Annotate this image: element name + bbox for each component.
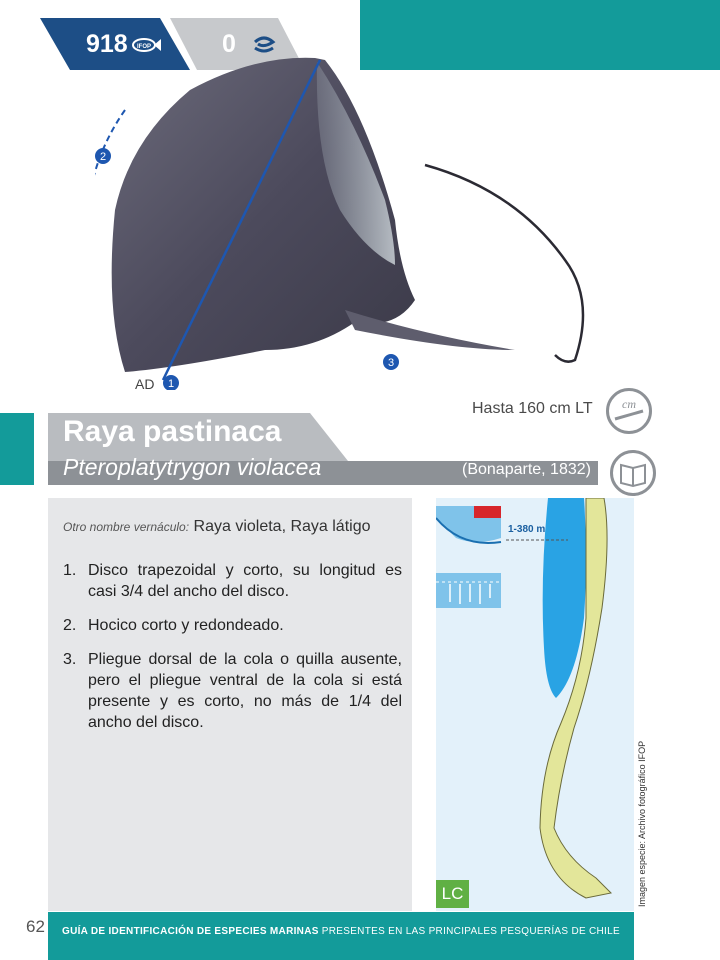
second-code: 0: [222, 30, 236, 58]
species-illustration: [95, 50, 695, 390]
feature-item: 2. Hocico corto y redondeado.: [63, 617, 284, 634]
distribution-map: [436, 498, 634, 911]
svg-text:3: 3: [387, 357, 395, 369]
author-citation: (Bonaparte, 1832): [462, 461, 591, 478]
svg-text:IFOP: IFOP: [136, 44, 152, 50]
max-size: Hasta 160 cm LT: [472, 400, 593, 417]
feature-item: 3. Pliegue dorsal de la cola o quilla ausente, pero el pliegue ventral de la cola si está presente y es corto, no más de 1/4 del ancho del disco.: [63, 651, 402, 731]
photo-credit: Imagen especie: Archivo fotográfico IFOP: [637, 740, 647, 907]
other-names: [63, 518, 371, 536]
svg-text:2: 2: [99, 151, 107, 163]
other-name-label: Otro nombre vernáculo:: [63, 520, 190, 534]
feature-item: 1. Disco trapezoidal y corto, su longitud es casi 3/4 del ancho del disco.: [63, 562, 402, 600]
scientific-name: Pteroplatytrygon violacea: [63, 454, 322, 480]
species-code: 918: [86, 30, 128, 58]
conservation-status: LC: [436, 880, 469, 908]
svg-text:1: 1: [167, 378, 175, 390]
features-list: [60, 560, 402, 746]
svg-text:cm: cm: [622, 397, 636, 411]
ruler-icon: [606, 388, 652, 434]
other-name-value: Raya violeta, Raya látigo: [193, 518, 371, 535]
footer-text: GUÍA DE IDENTIFICACIÓN DE ESPECIES MARINAS PRESENTES EN LAS PRINCIPALES PESQUERÍAS DE CHILE: [62, 926, 620, 937]
page-number: 62: [26, 917, 45, 936]
book-icon: [610, 450, 656, 496]
ray-tail: [425, 165, 583, 362]
title-accent: [0, 413, 34, 485]
ad-label: AD: [135, 376, 155, 390]
depth-label: 1-380 m: [508, 524, 546, 535]
common-name: Raya pastinaca: [63, 415, 282, 448]
